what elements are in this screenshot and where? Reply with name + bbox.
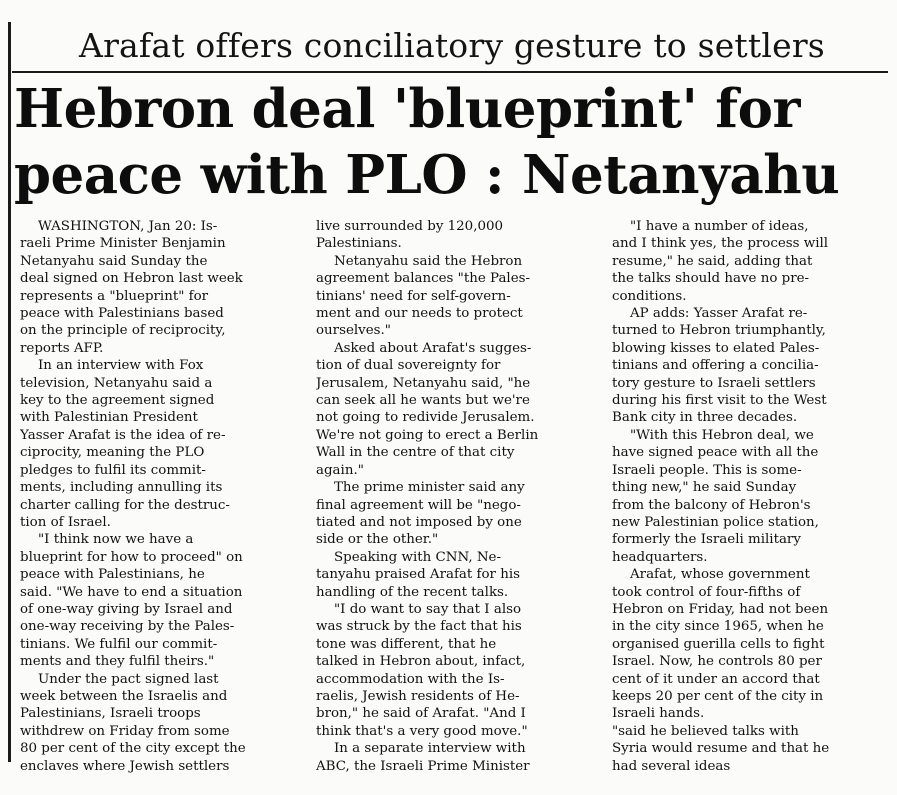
headline-line-2: peace with PLO : Netanyahu (14, 144, 840, 206)
article-text-line: raelis, Jewish residents of He- (316, 688, 520, 704)
article-text-line: blowing kisses to elated Pales- (612, 340, 820, 356)
article-text-line: think that's a very good move." (316, 723, 528, 739)
article-text-line: AP adds: Yasser Arafat re- (630, 306, 808, 322)
article-text-line: from the balcony of Hebron's (612, 497, 811, 513)
article-text-line: bron," he said of Arafat. "And I (316, 706, 526, 722)
article-text-line: deal signed on Hebron last week (20, 271, 243, 287)
article-text-line: ciprocity, meaning the PLO (20, 445, 205, 461)
article-text-line: headquarters. (612, 549, 708, 565)
article-text-line: Syria would resume and that he (612, 741, 830, 757)
article-text-line: with Palestinian President (20, 410, 198, 426)
article-text-line: cent of it under an accord that (612, 671, 820, 687)
article-text-line: Arafat, whose government (630, 567, 810, 583)
article-text-line: Jerusalem, Netanyahu said, "he (316, 375, 531, 391)
article-text-line: Bank city in three decades. (612, 410, 798, 426)
main-headline (14, 76, 892, 208)
article-text-line: Wall in the centre of that city (316, 445, 515, 461)
article-text-line: handling of the recent talks. (316, 584, 509, 600)
article-text-line: Hebron on Friday, had not been (612, 601, 829, 617)
article-text-line: tinians. We fulfil our commit- (20, 636, 218, 652)
article-text-line: 80 per cent of the city except the (20, 741, 246, 757)
article-text-line: tanyahu praised Arafat for his (316, 567, 520, 583)
article-text-line: accommodation with the Is- (316, 671, 505, 687)
article-text-line: was struck by the fact that his (316, 619, 522, 635)
article-text-line: We're not going to erect a Berlin (316, 427, 539, 443)
article-text-line: during his first visit to the West (612, 393, 827, 409)
article-text-line: and I think yes, the process will (612, 236, 829, 252)
article-text-line: agreement balances "the Pales- (316, 271, 531, 287)
article-text-line: resume," he said, adding that (612, 253, 813, 269)
article-text-line: enclaves where Jewish settlers (20, 758, 230, 774)
article-text-line: talked in Hebron about, infact, (316, 654, 526, 670)
article-text-line: tone was different, that he (316, 636, 497, 652)
article-text-line: in the city since 1965, when he (612, 619, 824, 635)
article-text-line: had several ideas (612, 758, 731, 774)
article-text-line: not going to redivide Jerusalem. (316, 410, 535, 426)
article-text-line: In an interview with Fox (38, 358, 204, 374)
article-text-line: raeli Prime Minister Benjamin (20, 236, 226, 252)
kicker-headline: Arafat offers conciliatory gesture to settlers (79, 26, 825, 65)
article-text-line: television, Netanyahu said a (20, 375, 213, 391)
article-text-line: tion of Israel. (20, 514, 111, 530)
article-text-line: In a separate interview with (334, 741, 526, 757)
article-text-line: tion of dual sovereignty for (316, 358, 501, 374)
article-text-line: tinians and offering a concilia- (612, 358, 819, 374)
article-text-line: ments, including annulling its (20, 480, 223, 496)
headline-line-1: Hebron deal 'blueprint' for (14, 78, 800, 140)
article-text-line: peace with Palestinians, he (20, 567, 205, 583)
article-text-line: conditions. (612, 288, 687, 304)
article-text-line: Israeli hands. (612, 706, 705, 722)
article-text-line: took control of four-fifths of (612, 584, 801, 600)
kicker-rule (12, 71, 888, 73)
article-text-line: said. "We have to end a situation (20, 584, 243, 600)
article-text-line: Israeli people. This is some- (612, 462, 802, 478)
article-text-line: Speaking with CNN, Ne- (334, 549, 502, 565)
article-text-line: tory gesture to Israeli settlers (612, 375, 816, 391)
article-text-line: live surrounded by 120,000 (316, 219, 504, 234)
article-text-line: charter calling for the destruc- (20, 497, 230, 513)
article-text-line: have signed peace with all the (612, 445, 819, 461)
article-text-line: tiated and not imposed by one (316, 514, 522, 530)
article-text-line: formerly the Israeli military (612, 532, 801, 548)
article-text-line: keeps 20 per cent of the city in (612, 688, 824, 704)
article-text-line: Yasser Arafat is the idea of re- (20, 427, 226, 443)
article-text-line: Palestinians. (316, 236, 402, 252)
article-text-line: on the principle of reciprocity, (20, 323, 226, 339)
article-text-line: Under the pact signed last (38, 671, 219, 687)
article-column-3 (612, 218, 884, 775)
article-text-line: "said he believed talks with (612, 723, 799, 739)
article-text-line: key to the agreement signed (20, 393, 215, 409)
article-text-line: "I think now we have a (38, 532, 194, 548)
article-text-line: ment and our needs to protect (316, 306, 523, 322)
article-text-line: ourselves." (316, 323, 391, 339)
article-text-line: The prime minister said any (334, 480, 525, 496)
article-text-line: "I have a number of ideas, (630, 219, 809, 234)
article-text-line: peace with Palestinians based (20, 306, 224, 322)
article-text-line: final agreement will be "nego- (316, 497, 521, 513)
article-text-line: tinians' need for self-govern- (316, 288, 511, 304)
article-text-line: "With this Hebron deal, we (630, 427, 814, 443)
article-text-line: represents a "blueprint" for (20, 288, 209, 304)
article-text-line: pledges to fulfil its commit- (20, 462, 206, 478)
article-text-line: Netanyahu said Sunday the (20, 253, 208, 269)
article-column-1 (20, 218, 292, 775)
article-text-line: ments and they fulfil theirs." (20, 654, 215, 670)
article-text-line: withdrew on Friday from some (20, 723, 230, 739)
article-text-line: thing new," he said Sunday (612, 480, 797, 496)
article-text-line: Netanyahu said the Hebron (334, 253, 523, 269)
article-text-line: again." (316, 462, 364, 478)
article-text-line: reports AFP. (20, 340, 104, 356)
article-text-line: can seek all he wants but we're (316, 393, 530, 409)
article-text-line: Palestinians, Israeli troops (20, 706, 201, 722)
article-text-line: WASHINGTON, Jan 20: Is- (38, 219, 218, 234)
article-text-line: the talks should have no pre- (612, 271, 810, 287)
article-text-line: turned to Hebron triumphantly, (612, 323, 826, 339)
article-text-line: week between the Israelis and (20, 688, 228, 704)
article-text-line: side or the other." (316, 532, 439, 548)
article-text-line: one-way receiving by the Pales- (20, 619, 235, 635)
article-text-line: new Palestinian police station, (612, 514, 819, 530)
clipping-left-border (8, 22, 11, 762)
article-text-line: Israel. Now, he controls 80 per (612, 654, 822, 670)
article-text-line: Asked about Arafat's sugges- (334, 340, 532, 356)
article-text-line: of one-way giving by Israel and (20, 601, 233, 617)
article-text-line: ABC, the Israeli Prime Minister (316, 758, 530, 774)
article-text-line: blueprint for how to proceed" on (20, 549, 243, 565)
article-column-2 (316, 218, 588, 775)
article-text-line: "I do want to say that I also (334, 601, 522, 617)
article-text-line: organised guerilla cells to fight (612, 636, 825, 652)
